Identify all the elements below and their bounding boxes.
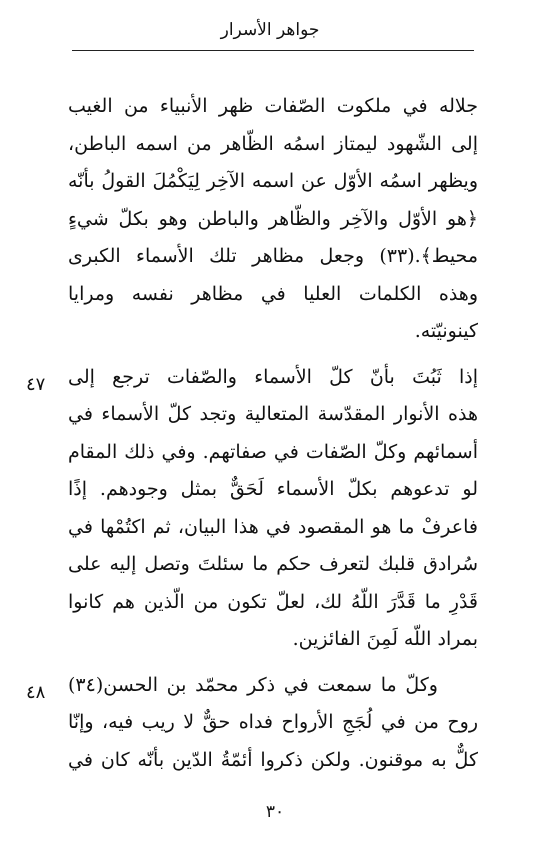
paragraph-gap [68,351,478,359]
text-line: وهذه الكلمات العليا في مظاهر نفسه ومرايا [68,282,478,305]
text-line: فاعرفْ ما هو المقصود في هذا البيان، ثم اكتُمْها في [68,515,478,538]
paragraph-47 [68,359,478,659]
header-rule [72,50,474,51]
text-line: هذه الأنوار المقدّسة المتعالية وتجد كلّ الأسماء في [68,403,478,425]
text-line: كينونيّته. [414,320,478,342]
paragraph-continuation [68,88,478,351]
text-line: لو تدعوهم بكلّ الأسماء لَحَقٌّ بمثل وجودهم. إذًا [68,478,478,500]
paragraph-gap [68,659,478,667]
text-line: بمراد اللّه لَمِنَ الفائزين. [292,628,478,650]
paragraph-48 [68,667,478,780]
paragraph-number-48: ٤٨ [26,682,46,703]
text-line: أسمائهم وكلّ الصّفات في صفاتهم. وفي ذلك المقام [68,440,478,463]
text-line: سُرادق قلبك لتعرف حكم ما سئلتَ وتصل إليه على [68,553,478,575]
running-header: جواهر الأسرار [220,20,320,40]
text-line: ويظهر اسمُه الأوّل عن اسمه الآخِر لِيَكْمُلَ القولُ بأنّه [68,170,478,192]
text-line: جلاله في ملكوت الصّفات ظهر الأنبياء من الغيب [68,95,478,117]
text-line: روح من في لُجَجِ الأرواح فداه حقٌّ لا ريب فيه، وإنّا [68,711,478,733]
text-line: إذا ثَبُتَ بأنّ كلّ الأسماء والصّفات ترجع إلى [68,365,478,388]
page-number: ٣٠ [265,802,285,822]
text-line: محيط﴾.(٣٣) وجعل مظاهر تلك الأسماء الكبرى [68,245,478,267]
text-line: كلٌّ به موقنون. ولكن ذكروا أئمّةُ الدّين بأنّه كان في [68,748,478,771]
body-text [68,88,478,779]
text-line: ﴿هو الأوّل والآخِر والظّاهر والباطن وهو بكلّ شيءٍ [68,207,478,230]
text-line: وكلّ ما سمعت في ذكر محمّد بن الحسن(٣٤) [68,673,438,696]
text-line: قَدْرِ ما قَدَّرَ اللّهُ لك، لعلّ تكون من الّذين هم كانوا [68,590,478,613]
paragraph-number-47: ٤٧ [26,374,46,395]
text-line: إلى الشّهود ليمتاز اسمُه الظّاهر من اسمه الباطن، [68,132,478,155]
